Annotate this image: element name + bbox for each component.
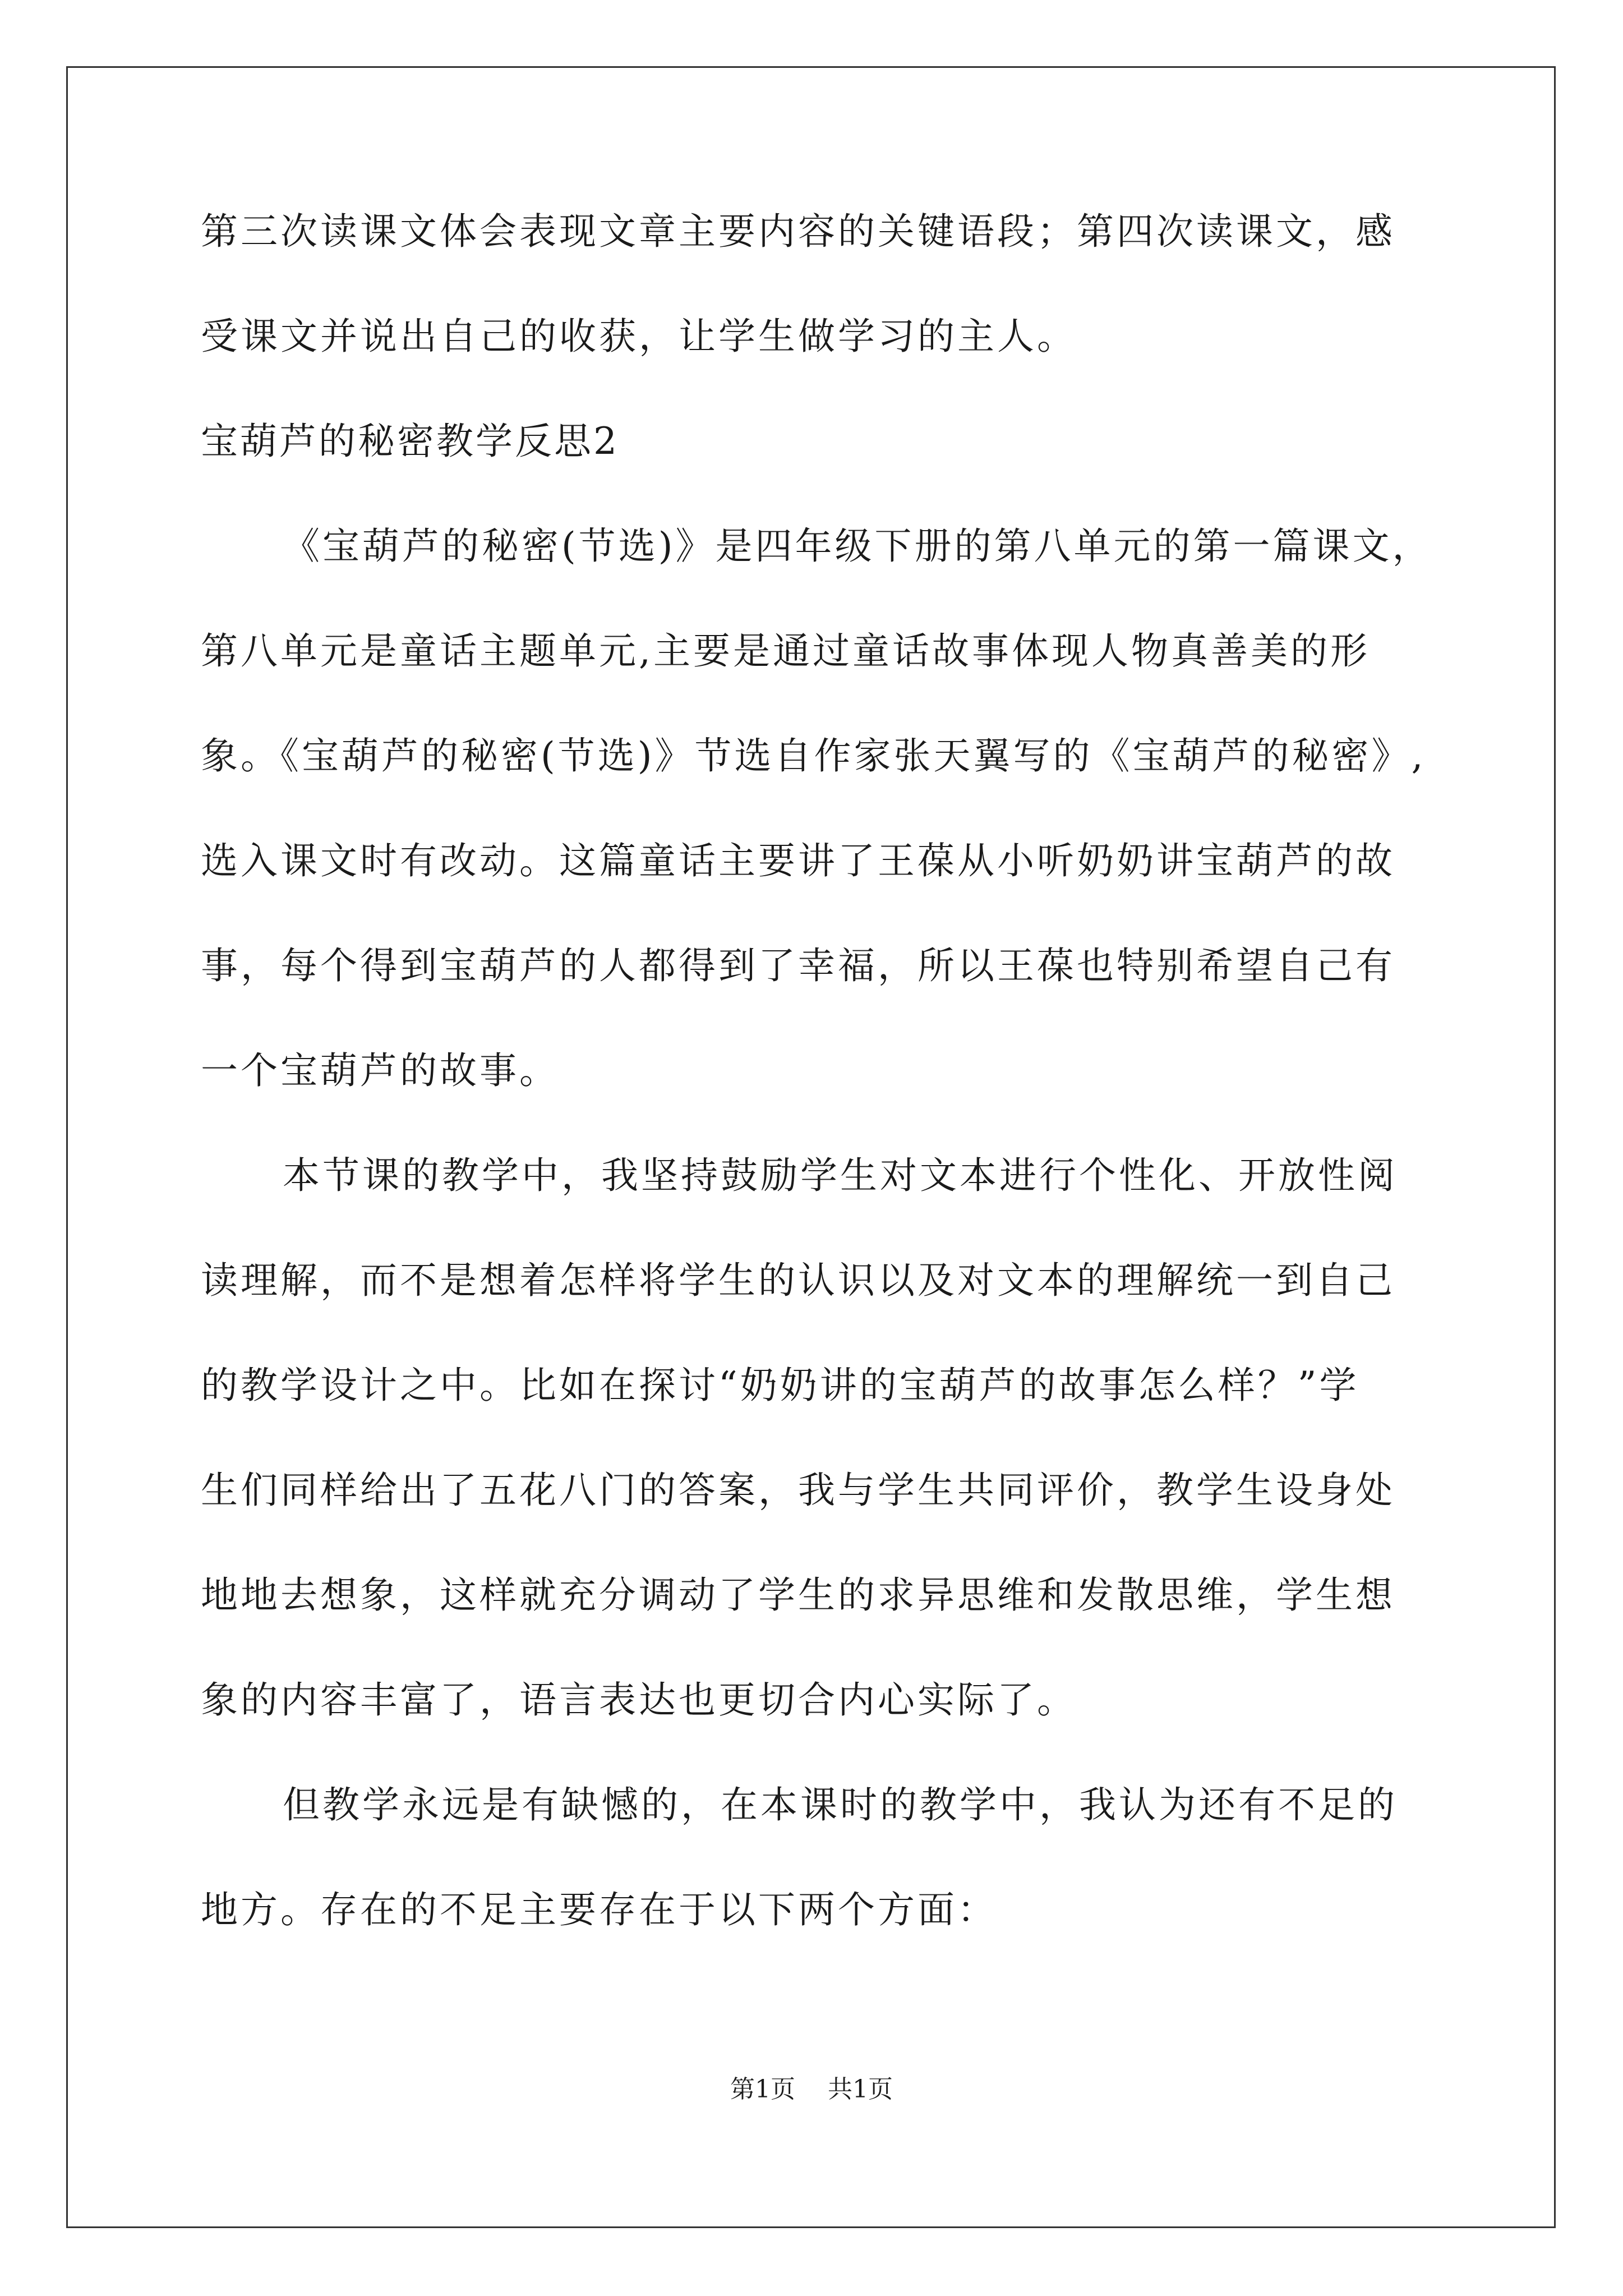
body-text-line: 地方。存在的不足主要存在于以下两个方面： (201, 1888, 997, 1931)
body-text-line: 选入课文时有改动。这篇童话主要讲了王葆从小听奶奶讲宝葫芦的故 (201, 839, 1395, 882)
body-text-line: 本节课的教学中，我坚持鼓励学生对文本进行个性化、开放性阅 (283, 1154, 1398, 1197)
body-text-line: 但教学永远是有缺憾的，在本课时的教学中，我认为还有不足的 (283, 1783, 1398, 1826)
section-heading: 宝葫芦的秘密教学反思2 (201, 420, 619, 463)
body-text-line: 地地去想象，这样就充分调动了学生的求异思维和发散思维，学生想 (201, 1573, 1395, 1617)
body-text-line: 生们同样给出了五花八门的答案，我与学生共同评价，教学生设身处 (201, 1469, 1395, 1512)
body-text-line: 读理解，而不是想着怎样将学生的认识以及对文本的理解统一到自己 (201, 1259, 1395, 1302)
body-text-line: 的教学设计之中。比如在探讨“奶奶讲的宝葫芦的故事怎么样？”学 (201, 1364, 1359, 1407)
body-text-line: 象。《宝葫芦的秘密(节选)》节选自作家张天翼写的《宝葫芦的秘密》, (201, 734, 1426, 777)
body-text-line: 象的内容丰富了，语言表达也更切合内心实际了。 (201, 1678, 1077, 1722)
body-text-line: 第八单元是童话主题单元,主要是通过童话故事体现人物真善美的形 (201, 629, 1370, 673)
body-text-line: 事，每个得到宝葫芦的人都得到了幸福，所以王葆也特别希望自己有 (201, 944, 1395, 987)
body-text-line: 受课文并说出自己的收获，让学生做学习的主人。 (201, 315, 1077, 358)
body-text-line: 一个宝葫芦的故事。 (201, 1049, 559, 1092)
document-body (201, 205, 1435, 1937)
body-text-line: 《宝葫芦的秘密(节选)》是四年级下册的第八单元的第一篇课文， (283, 524, 1432, 568)
body-text-line: 第三次读课文体会表现文章主要内容的关键语段；第四次读课文，感 (201, 210, 1395, 253)
page-number: 第1页 (730, 2075, 795, 2104)
page-footer (0, 2073, 1623, 2106)
page-total: 共1页 (828, 2075, 893, 2104)
